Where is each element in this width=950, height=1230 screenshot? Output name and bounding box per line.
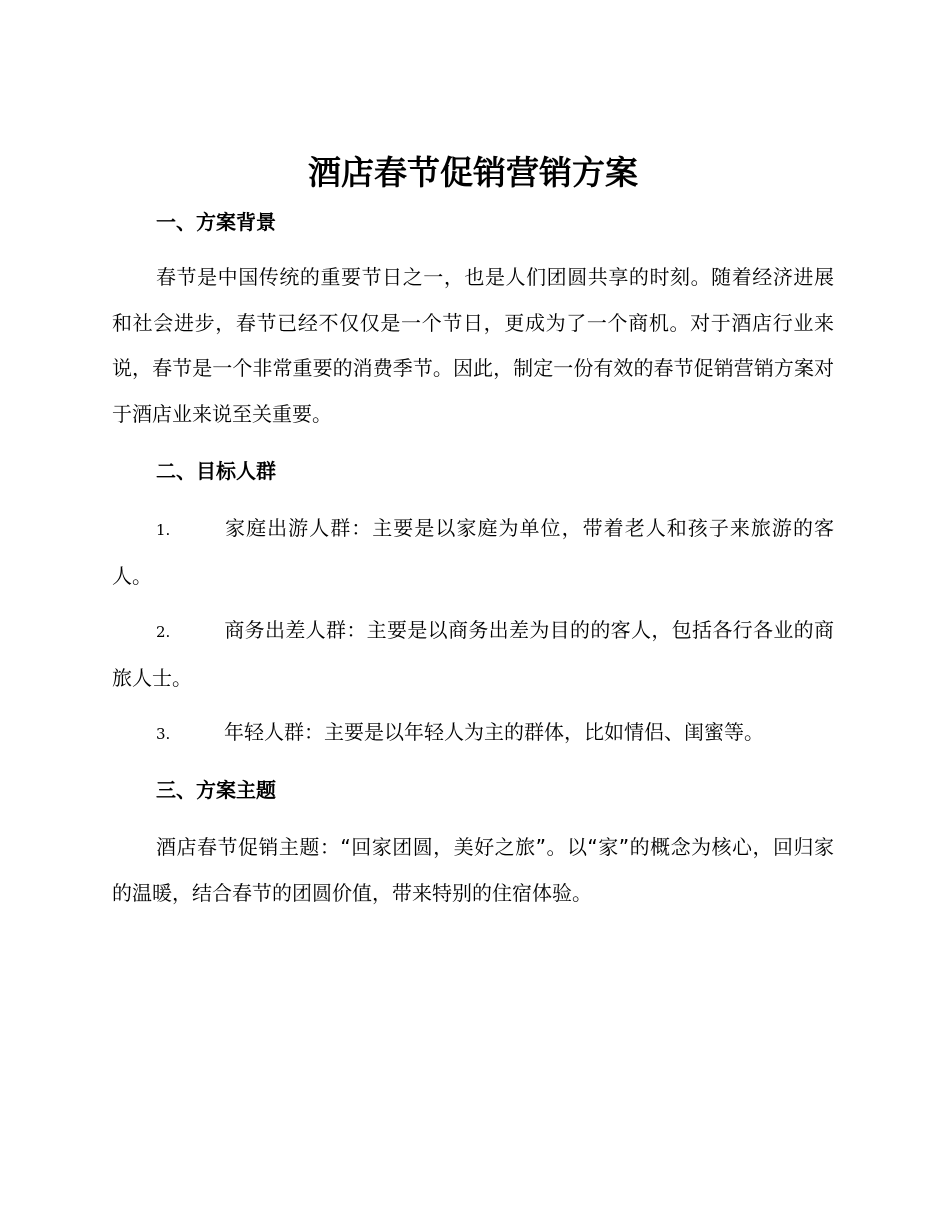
- list-item: [112, 710, 834, 758]
- list-item-number: 2.: [156, 623, 171, 641]
- list-item: [112, 506, 834, 599]
- list-item: [112, 608, 834, 701]
- list-item-text: 商务出差人群：主要是以商务出差为目的的客人，包括各行各业的商旅人士。: [112, 618, 834, 690]
- section-heading-target-audience: 二、目标人群: [156, 459, 276, 483]
- document-title: 酒店春节促销营销方案: [308, 153, 638, 192]
- theme-paragraph: 酒店春节促销主题：“回家团圆，美好之旅”。以“家”的概念为核心，回归家的温暖，结合春节的团圆价值，带来特别的住宿体验。: [112, 835, 834, 905]
- list-item-text: 年轻人群：主要是以年轻人为主的群体，比如情侣、闺蜜等。: [224, 720, 764, 744]
- list-item-number: 3.: [156, 725, 171, 743]
- section-heading-theme: 三、方案主题: [156, 778, 276, 802]
- background-paragraph: 春节是中国传统的重要节日之一，也是人们团圆共享的时刻。随着经济进展和社会进步，春节已经不仅仅是一个节日，更成为了一个商机。对于酒店行业来说，春节是一个非常重要的消费季节。因此，制定一份有效的春节促销营销方案对于酒店业来说至关重要。: [112, 265, 834, 426]
- list-item-text: 家庭出游人群：主要是以家庭为单位，带着老人和孩子来旅游的客人。: [112, 516, 834, 588]
- list-item-number: 1.: [156, 521, 171, 539]
- section-heading-background: 一、方案背景: [156, 210, 276, 234]
